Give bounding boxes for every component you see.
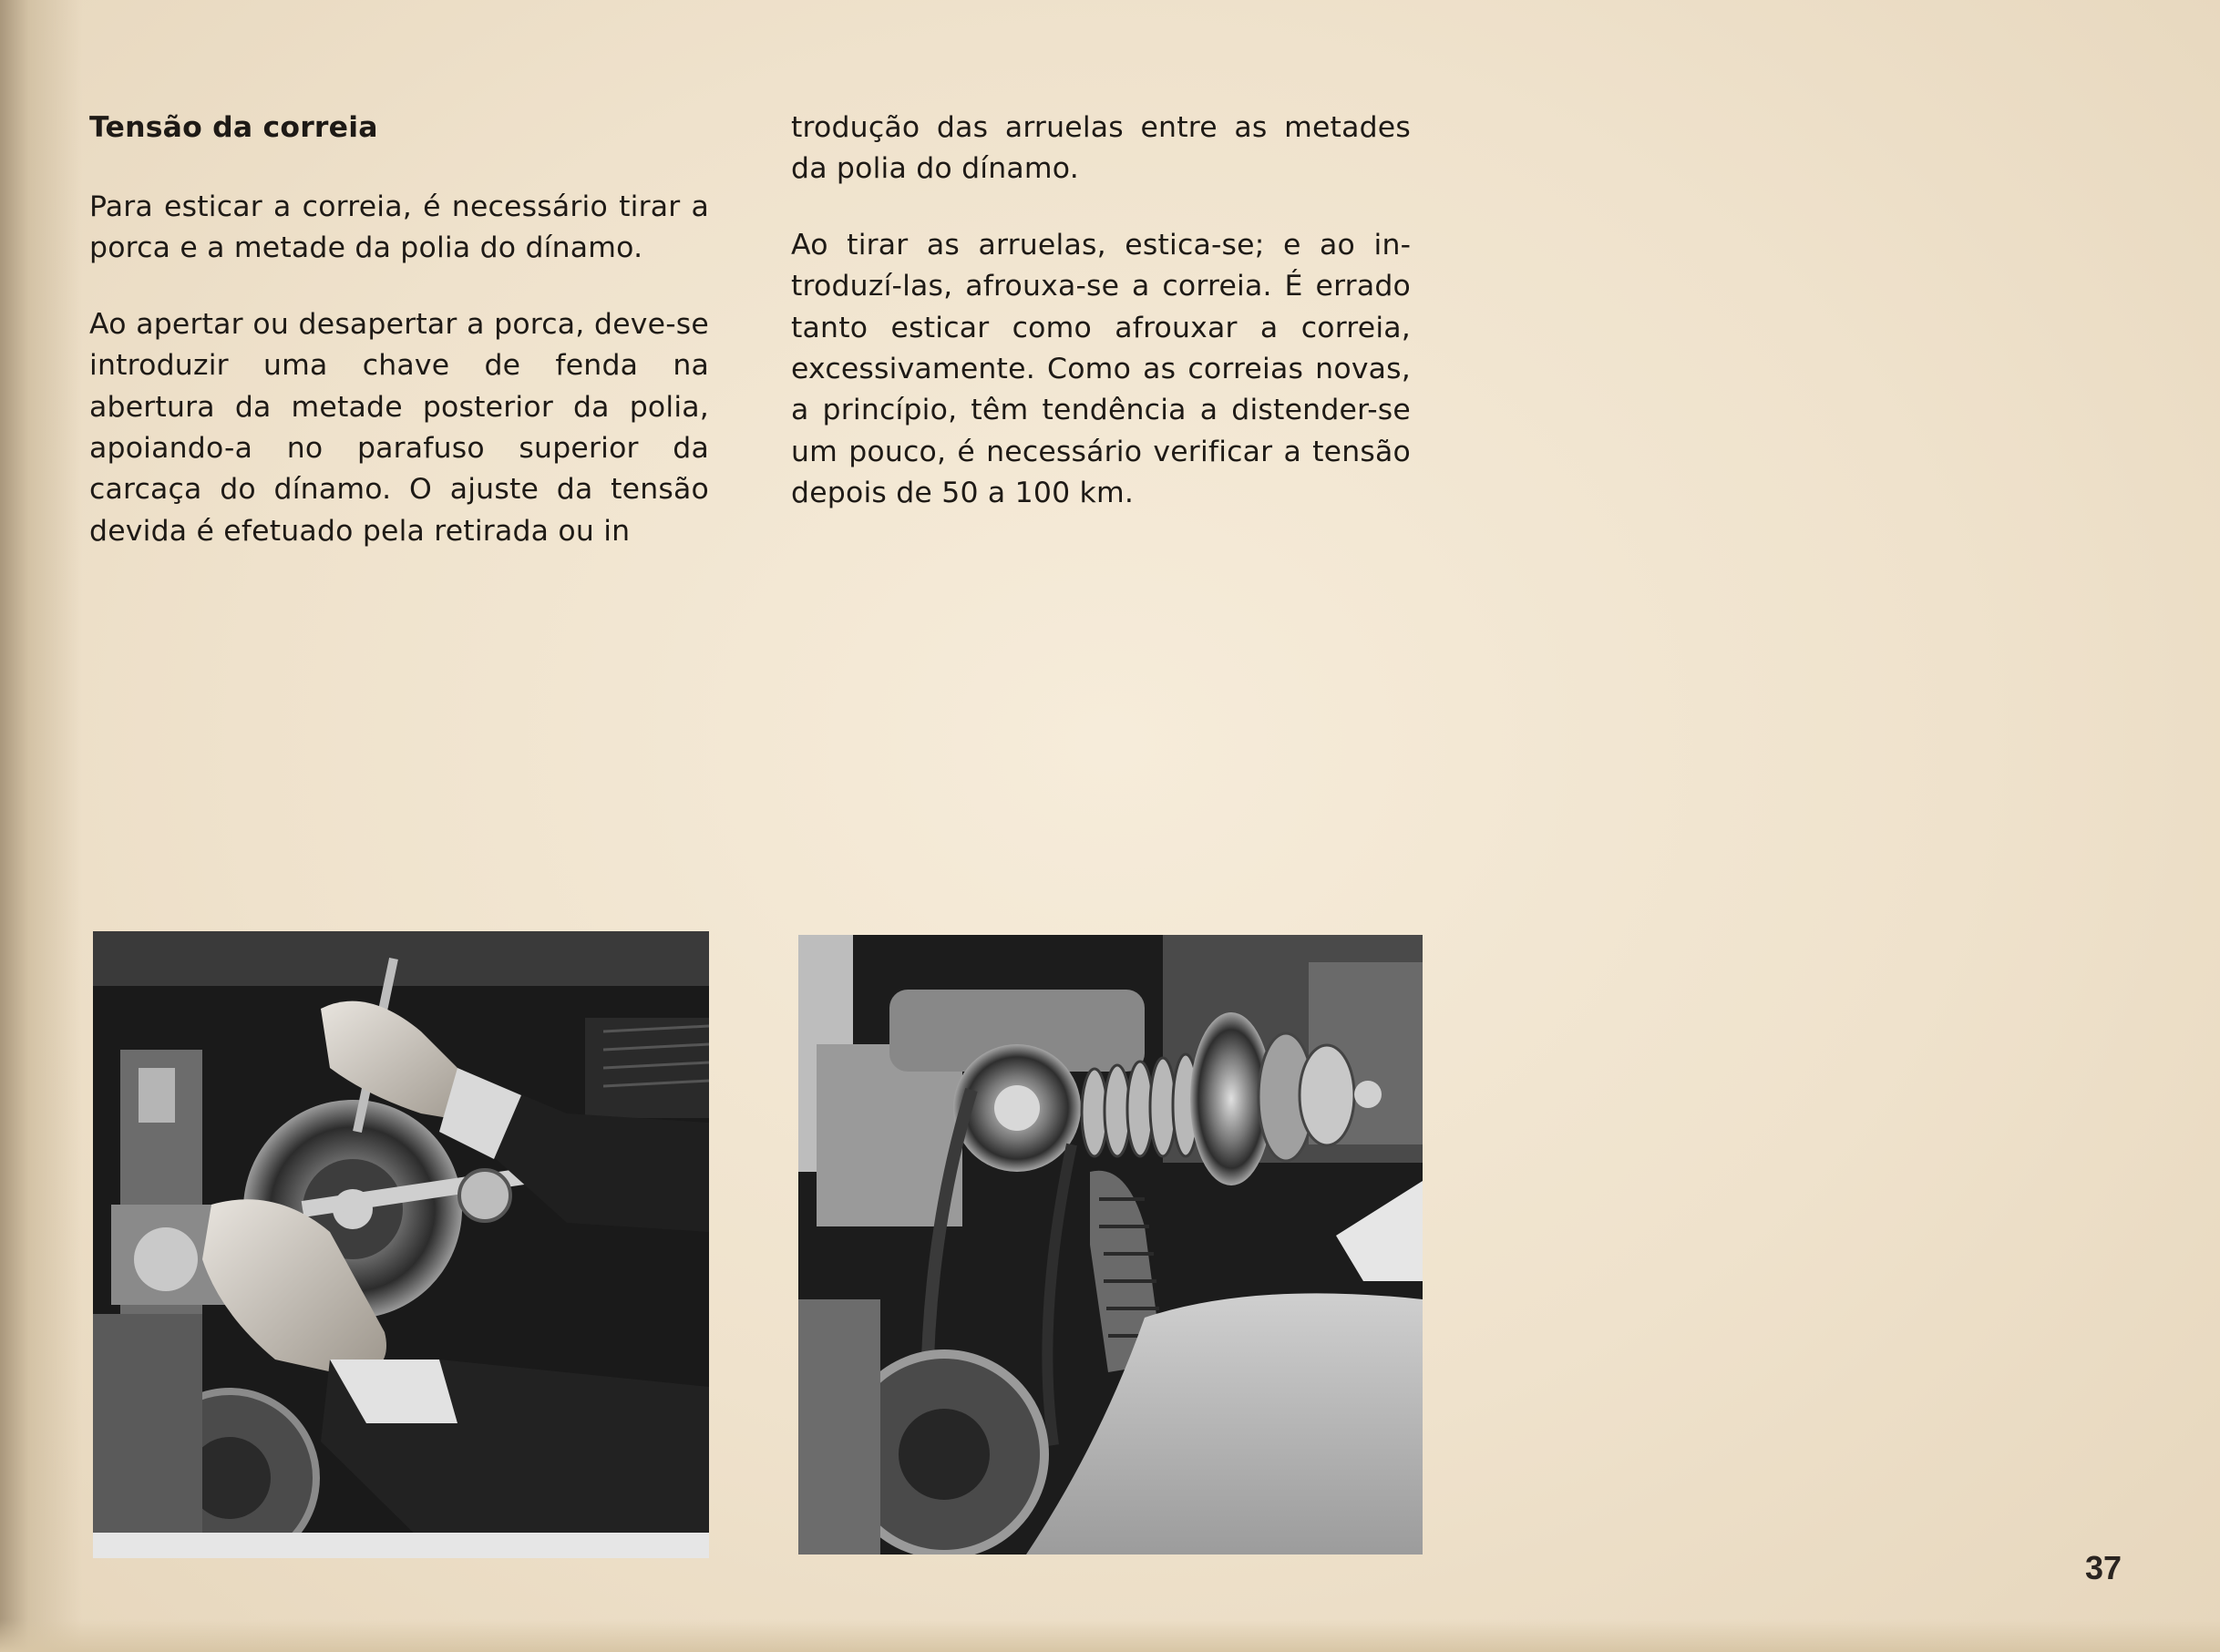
left-text-column — [89, 108, 709, 587]
paragraph: Ao apertar ou desapertar a porca, deve-se introduzir uma chave de fenda na abertura da metade posterior da polia, apoiando-a no parafuso superior da carcaça do dínamo. O ajuste da tensão devida é efetuado pela retirada ou in — [89, 307, 709, 548]
paragraph: Para esticar a correia, é necessário tirar a porca e a metade da polia do dínamo. — [89, 190, 709, 265]
photo-wrench-on-pulley — [93, 931, 709, 1558]
section-heading: Tensão da correia — [89, 111, 378, 144]
engine-photo-right — [798, 935, 1423, 1555]
photo-pulley-washers — [798, 935, 1423, 1555]
binding-gutter-shadow — [0, 0, 82, 1652]
right-text-column — [791, 108, 1411, 549]
engine-photo-left — [93, 931, 709, 1558]
paragraph: trodução das arruelas entre as metades da polia do dínamo. — [791, 111, 1411, 186]
page-bottom-edge — [0, 1619, 2220, 1652]
paragraph: Ao tirar as arruelas, estica-se; e ao introduzí-las, afrouxa-se a correia. É errado tanto esticar como afrouxar a correia, excessivamente. Como as correias novas, a princípio, têm tendência a distender-se um pouco, é necessário verificar a tensão depois de 50 a 100 km. — [791, 228, 1411, 510]
page-number: 37 — [2085, 1549, 2122, 1586]
